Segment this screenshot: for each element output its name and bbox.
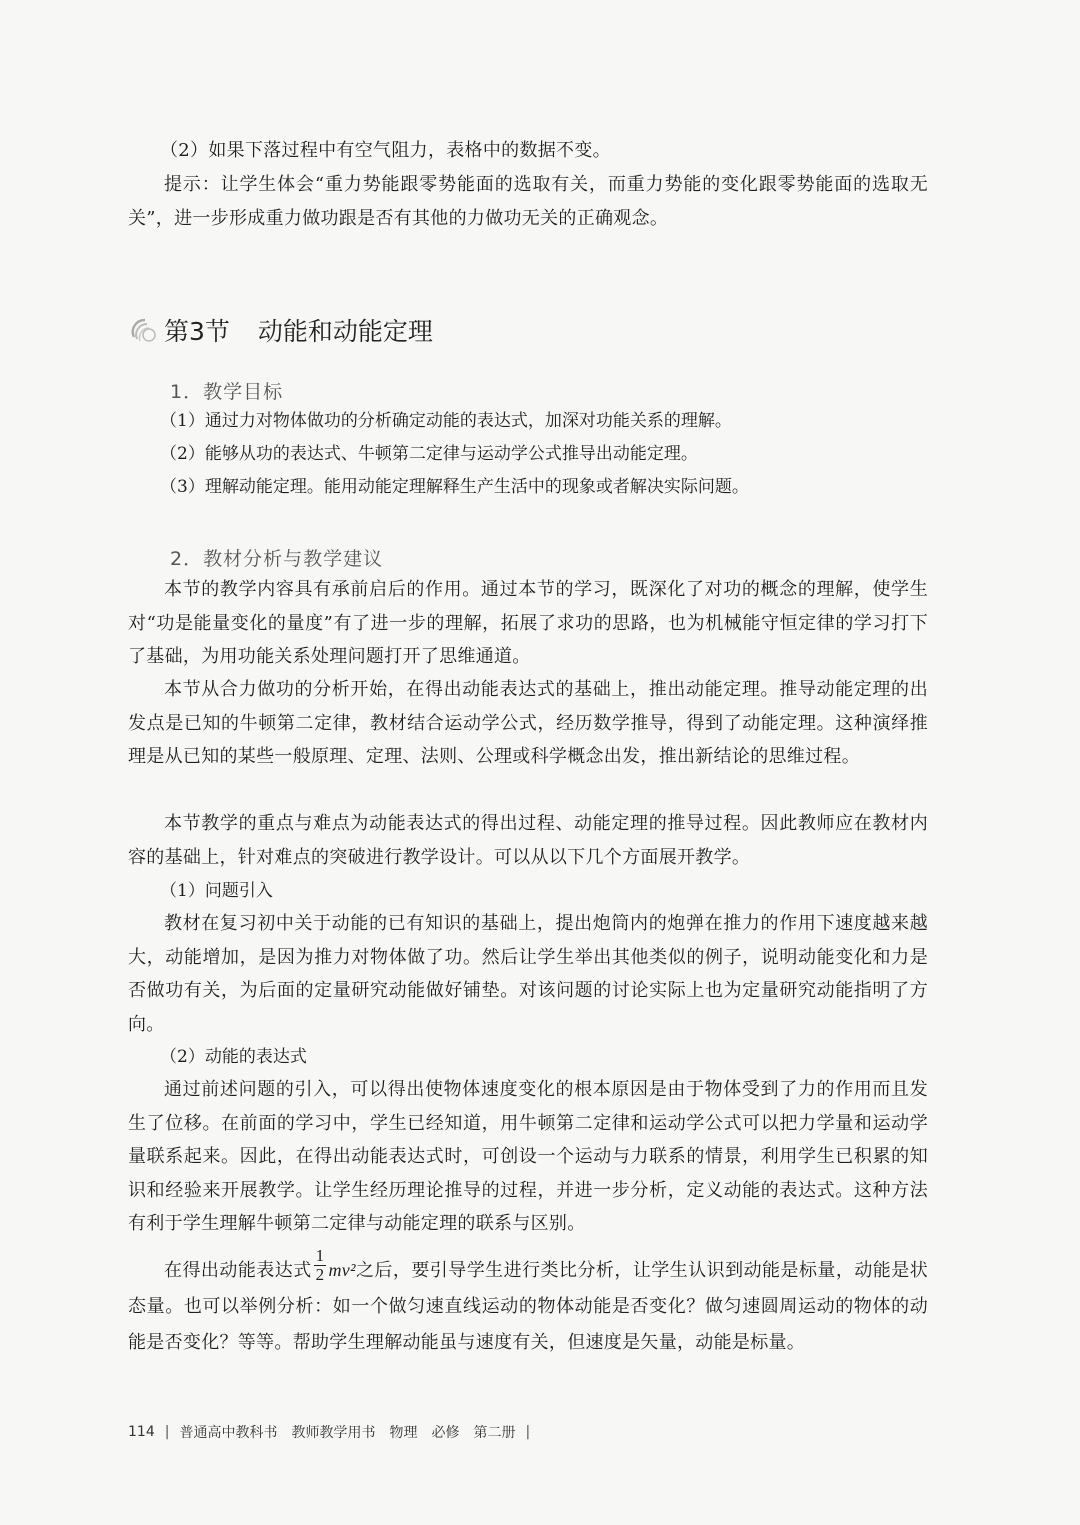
page-footer bbox=[128, 1420, 540, 1444]
analysis-paragraph-3: 本节教学的重点与难点为动能表达式的得出过程、动能定理的推导过程。因此教师应在教材内容的基础上，针对难点的突破进行教学设计。可以从以下几个方面展开教学。 bbox=[128, 813, 928, 868]
analysis-paragraph-2: 本节从合力做功的分析开始，在得出动能表达式的基础上，推出动能定理。推导动能定理的出发点是已知的牛顿第二定律，教材结合运动学公式，经历数学推导，得到了动能定理。这种演绎推理是从已知的某些一般原理、定理、法则、公理或科学概念出发，推出新结论的思维过程。 bbox=[128, 679, 928, 767]
footer-divider: | bbox=[525, 1424, 531, 1440]
footer-divider: | bbox=[164, 1424, 170, 1440]
section-swirl-icon bbox=[128, 315, 158, 345]
footer-module: 必修 bbox=[431, 1425, 460, 1441]
goals-heading: 1．教学目标 bbox=[170, 381, 284, 403]
goal-item: （2）能够从功的表达式、牛顿第二定律与运动学公式推导出动能定理。 bbox=[160, 444, 698, 464]
analysis-paragraph-1: 本节的教学内容具有承前启后的作用。通过本节的学习，既深化了对功的概念的理解，使学生对“功是能量变化的量度”有了进一步的理解，拓展了求功的思路，也为机械能守恒定律的学习打下了基础，为用功能关系处理问题打开了思维通道。 bbox=[128, 579, 928, 667]
analysis-paragraph-6 bbox=[128, 1245, 928, 1361]
hint-paragraph: 提示：让学生体会“重力势能跟零势能面的选取有关，而重力势能的变化跟零势能面的选取无关”，进一步形成重力做功跟是否有其他的力做功无关的正确观念。 bbox=[128, 174, 928, 229]
goal-item: （3）理解动能定理。能用动能定理解释生产生活中的现象或者解决实际问题。 bbox=[160, 477, 749, 497]
analysis-heading: 2．教材分析与教学建议 bbox=[170, 548, 384, 570]
footer-book: 教师教学用书 bbox=[291, 1425, 376, 1441]
subheading-kinetic-expression: （2）动能的表达式 bbox=[160, 1047, 307, 1067]
footer-subject: 物理 bbox=[389, 1425, 418, 1441]
section-number: 第3节 bbox=[164, 317, 230, 346]
section-heading bbox=[128, 310, 433, 350]
fraction-numerator: 1 bbox=[315, 1245, 325, 1265]
paragraph-6-lead: 在得出动能表达式 bbox=[164, 1260, 312, 1281]
footer-volume: 第二册 bbox=[473, 1425, 516, 1441]
fraction-one-half bbox=[314, 1247, 327, 1284]
analysis-paragraph-4: 教材在复习初中关于动能的已有知识的基础上，提出炮筒内的炮弹在推力的作用下速度越来越大，动能增加，是因为推力对物体做了功。然后让学生举出其他类似的例子，说明动能变化和力是否做功有关，为后面的定量研究动能做好铺垫。对该问题的讨论实际上也为定量研究动能指明了方向。 bbox=[128, 913, 928, 1035]
page-number: 114 bbox=[128, 1424, 155, 1440]
footer-series: 普通高中教科书 bbox=[179, 1425, 278, 1441]
analysis-paragraph-5: 通过前述问题的引入，可以得出使物体速度变化的根本原因是由于物体受到了力的作用而且发生了位移。在前面的学习中，学生已经知道，用牛顿第二定律和运动学公式可以把力学量和运动学量联系起来。因此，在得出动能表达式时，可创设一个运动与力联系的情景，利用学生已积累的知识和经验来开展教学。让学生经历理论推导的过程，并进一步分析，定义动能的表达式。这种方法有利于学生理解牛顿第二定律与动能定理的联系与区别。 bbox=[128, 1079, 928, 1234]
section-title: 动能和动能定理 bbox=[257, 317, 433, 346]
fraction-denominator: 2 bbox=[315, 1264, 325, 1284]
paragraph-6-rest: 之后，要引导学生进行类比分析，让学生认识到动能是标量，动能是状态量。也可以举例分析：如一个做匀速直线运动的物体动能是否变化？做匀速圆周运动的物体的动能是否变化？等等。帮助学生理解动能虽与速度有关，但速度是矢量，动能是标量。 bbox=[128, 1260, 928, 1353]
subheading-problem-intro: （1）问题引入 bbox=[160, 881, 273, 901]
formula-mv-squared: mv² bbox=[328, 1260, 356, 1280]
goal-item: （1）通过力对物体做功的分析确定动能的表达式，加深对功能关系的理解。 bbox=[160, 411, 732, 431]
exercise-item-2: （2）如果下落过程中有空气阻力，表格中的数据不变。 bbox=[160, 140, 611, 161]
